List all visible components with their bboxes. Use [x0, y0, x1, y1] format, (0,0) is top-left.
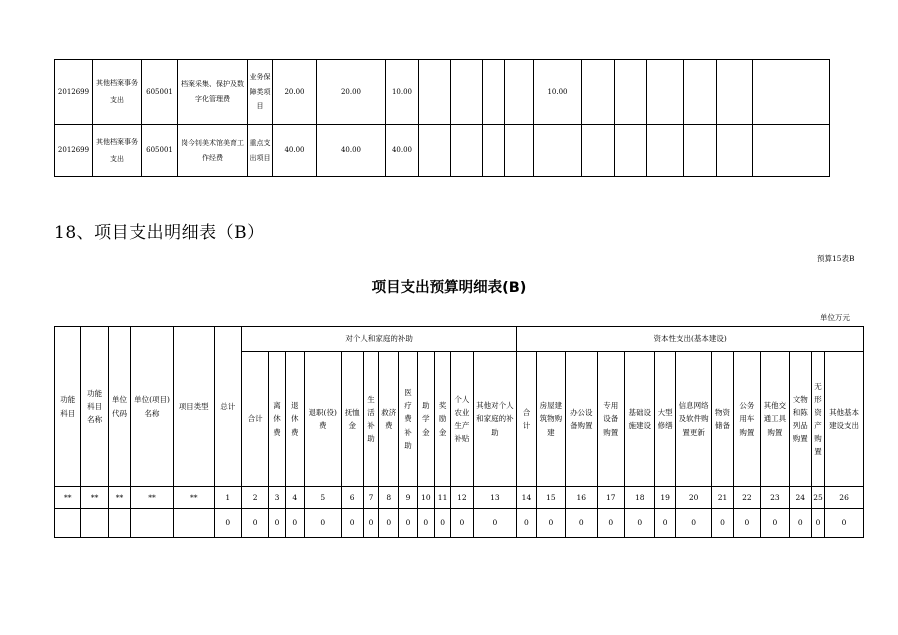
index-cell: 25	[811, 487, 824, 509]
cell-c9	[582, 125, 615, 177]
header-personal-col: 救济费	[379, 352, 399, 487]
cell-category: 其他档案事务支出	[93, 125, 142, 177]
cell-c6	[483, 60, 505, 125]
cell-c14	[753, 60, 830, 125]
header-capital-col: 大型修缮	[655, 352, 675, 487]
unit-label: 单位万元	[820, 313, 850, 322]
index-cell: **	[108, 487, 130, 509]
header-personal-col: 奖励金	[434, 352, 450, 487]
value-cell: 0	[285, 509, 304, 538]
index-cell: 14	[517, 487, 536, 509]
header-capital-col: 合计	[517, 352, 536, 487]
header-capital-col: 无形资产购置	[811, 352, 824, 487]
value-cell: 0	[214, 509, 241, 538]
index-cell: 2	[241, 487, 268, 509]
cell-c11	[647, 125, 684, 177]
index-cell: 3	[269, 487, 285, 509]
index-cell: 24	[789, 487, 811, 509]
cell-c12	[684, 125, 717, 177]
table-code: 预算15表B	[817, 254, 855, 263]
index-cell: 16	[566, 487, 598, 509]
header-capital-col: 其他基本建设支出	[825, 352, 864, 487]
header-personal-col: 其他对个人和家庭的补助	[473, 352, 517, 487]
index-cell: 17	[597, 487, 624, 509]
header-capital-col: 其他交通工具购置	[761, 352, 789, 487]
cell-total: 40.00	[273, 125, 317, 177]
value-cell	[81, 509, 108, 538]
cell-c4	[419, 60, 451, 125]
value-cell: 0	[269, 509, 285, 538]
value-cell: 0	[451, 509, 473, 538]
table-title: 项目支出预算明细表(B)	[371, 280, 527, 296]
header-group-capital: 资本性支出(基本建设)	[517, 327, 864, 352]
cell-code: 2012699	[55, 60, 93, 125]
header-func-code: 功能科目	[55, 327, 81, 487]
cell-type: 重点支出项目	[248, 125, 273, 177]
header-capital-col: 信息网络及软件购置更新	[675, 352, 712, 487]
value-cell	[55, 509, 81, 538]
cell-c11	[647, 60, 684, 125]
value-cell: 0	[363, 509, 378, 538]
header-capital-col: 办公设备购置	[566, 352, 598, 487]
header-unit-name: 单位(项目)名称	[131, 327, 174, 487]
table-row	[55, 509, 864, 538]
index-cell: 6	[341, 487, 363, 509]
header-personal-col: 退职(役)费	[304, 352, 341, 487]
cell-c13	[717, 125, 753, 177]
cell-c8	[534, 125, 582, 177]
header-personal-col: 退休费	[285, 352, 304, 487]
cell-total: 20.00	[273, 60, 317, 125]
cell-c6	[483, 125, 505, 177]
value-cell: 0	[566, 509, 598, 538]
index-cell: **	[131, 487, 174, 509]
index-cell: 18	[625, 487, 655, 509]
cell-c10	[615, 60, 647, 125]
cell-category: 其他档案事务支出	[93, 60, 142, 125]
cell-unit-code: 605001	[142, 125, 178, 177]
header-capital-col: 物资储备	[712, 352, 733, 487]
index-cell: 20	[675, 487, 712, 509]
index-cell: 4	[285, 487, 304, 509]
value-cell: 0	[417, 509, 434, 538]
table-row	[55, 125, 830, 177]
index-cell: 22	[733, 487, 760, 509]
index-cell: 11	[434, 487, 450, 509]
value-cell: 0	[241, 509, 268, 538]
header-func-name: 功能科目名称	[81, 327, 108, 487]
index-cell: 15	[536, 487, 565, 509]
section-heading: 18、项目支出明细表（B）	[54, 223, 265, 243]
index-cell: 19	[655, 487, 675, 509]
value-cell	[108, 509, 130, 538]
index-cell: 5	[304, 487, 341, 509]
value-cell: 0	[625, 509, 655, 538]
cell-c5	[451, 125, 483, 177]
cell-project: 岗今钊美术馆美育工作经费	[178, 125, 248, 177]
header-capital-col: 公务用车购置	[733, 352, 760, 487]
value-cell: 0	[304, 509, 341, 538]
index-cell: 7	[363, 487, 378, 509]
value-cell: 0	[712, 509, 733, 538]
header-unit-code: 单位代码	[108, 327, 130, 487]
cell-c5	[451, 60, 483, 125]
index-cell: **	[173, 487, 214, 509]
table-row	[55, 60, 830, 125]
cell-type: 业务保障类项目	[248, 60, 273, 125]
value-cell: 0	[379, 509, 399, 538]
cell-c10	[615, 125, 647, 177]
index-row	[55, 487, 864, 509]
index-cell: 13	[473, 487, 517, 509]
index-cell: 26	[825, 487, 864, 509]
index-cell: 21	[712, 487, 733, 509]
header-personal-col: 合计	[241, 352, 268, 487]
cell-c7	[505, 125, 534, 177]
header-capital-col: 基础设施建设	[625, 352, 655, 487]
header-personal-col: 助学金	[417, 352, 434, 487]
value-cell: 0	[399, 509, 417, 538]
cell-c14	[753, 125, 830, 177]
cell-project: 档案采集、保护及数字化管理费	[178, 60, 248, 125]
index-cell: 12	[451, 487, 473, 509]
cell-subtotal: 20.00	[317, 60, 386, 125]
cell-c4	[419, 125, 451, 177]
cell-c7	[505, 60, 534, 125]
cell-c3: 40.00	[386, 125, 419, 177]
header-personal-col: 离休费	[269, 352, 285, 487]
header-capital-col: 专用设备购置	[597, 352, 624, 487]
cell-code: 2012699	[55, 125, 93, 177]
header-group-personal: 对个人和家庭的补助	[241, 327, 516, 352]
header-project-type: 项目类型	[173, 327, 214, 487]
value-cell: 0	[434, 509, 450, 538]
value-cell: 0	[536, 509, 565, 538]
top-continuation-table	[54, 59, 830, 177]
index-cell: **	[81, 487, 108, 509]
index-cell: 1	[214, 487, 241, 509]
index-cell: **	[55, 487, 81, 509]
header-capital-col: 房屋建筑物购建	[536, 352, 565, 487]
cell-c9	[582, 60, 615, 125]
index-cell: 9	[399, 487, 417, 509]
cell-c13	[717, 60, 753, 125]
value-cell: 0	[733, 509, 760, 538]
value-cell: 0	[655, 509, 675, 538]
value-cell: 0	[517, 509, 536, 538]
header-personal-col: 个人农业生产补贴	[451, 352, 473, 487]
value-cell: 0	[789, 509, 811, 538]
value-cell: 0	[473, 509, 517, 538]
header-total: 总计	[214, 327, 241, 487]
value-cell: 0	[811, 509, 824, 538]
value-cell: 0	[761, 509, 789, 538]
index-cell: 10	[417, 487, 434, 509]
header-personal-col: 抚恤金	[341, 352, 363, 487]
value-cell	[131, 509, 174, 538]
cell-c3: 10.00	[386, 60, 419, 125]
cell-subtotal: 40.00	[317, 125, 386, 177]
cell-c8: 10.00	[534, 60, 582, 125]
value-cell: 0	[675, 509, 712, 538]
header-personal-col: 医疗费补助	[399, 352, 417, 487]
index-cell: 8	[379, 487, 399, 509]
cell-unit-code: 605001	[142, 60, 178, 125]
cell-c12	[684, 60, 717, 125]
project-expense-table-b	[54, 326, 864, 538]
header-personal-col: 生活补助	[363, 352, 378, 487]
value-cell: 0	[825, 509, 864, 538]
header-capital-col: 文物和陈列品购置	[789, 352, 811, 487]
value-cell: 0	[597, 509, 624, 538]
index-cell: 23	[761, 487, 789, 509]
value-cell: 0	[341, 509, 363, 538]
value-cell	[173, 509, 214, 538]
